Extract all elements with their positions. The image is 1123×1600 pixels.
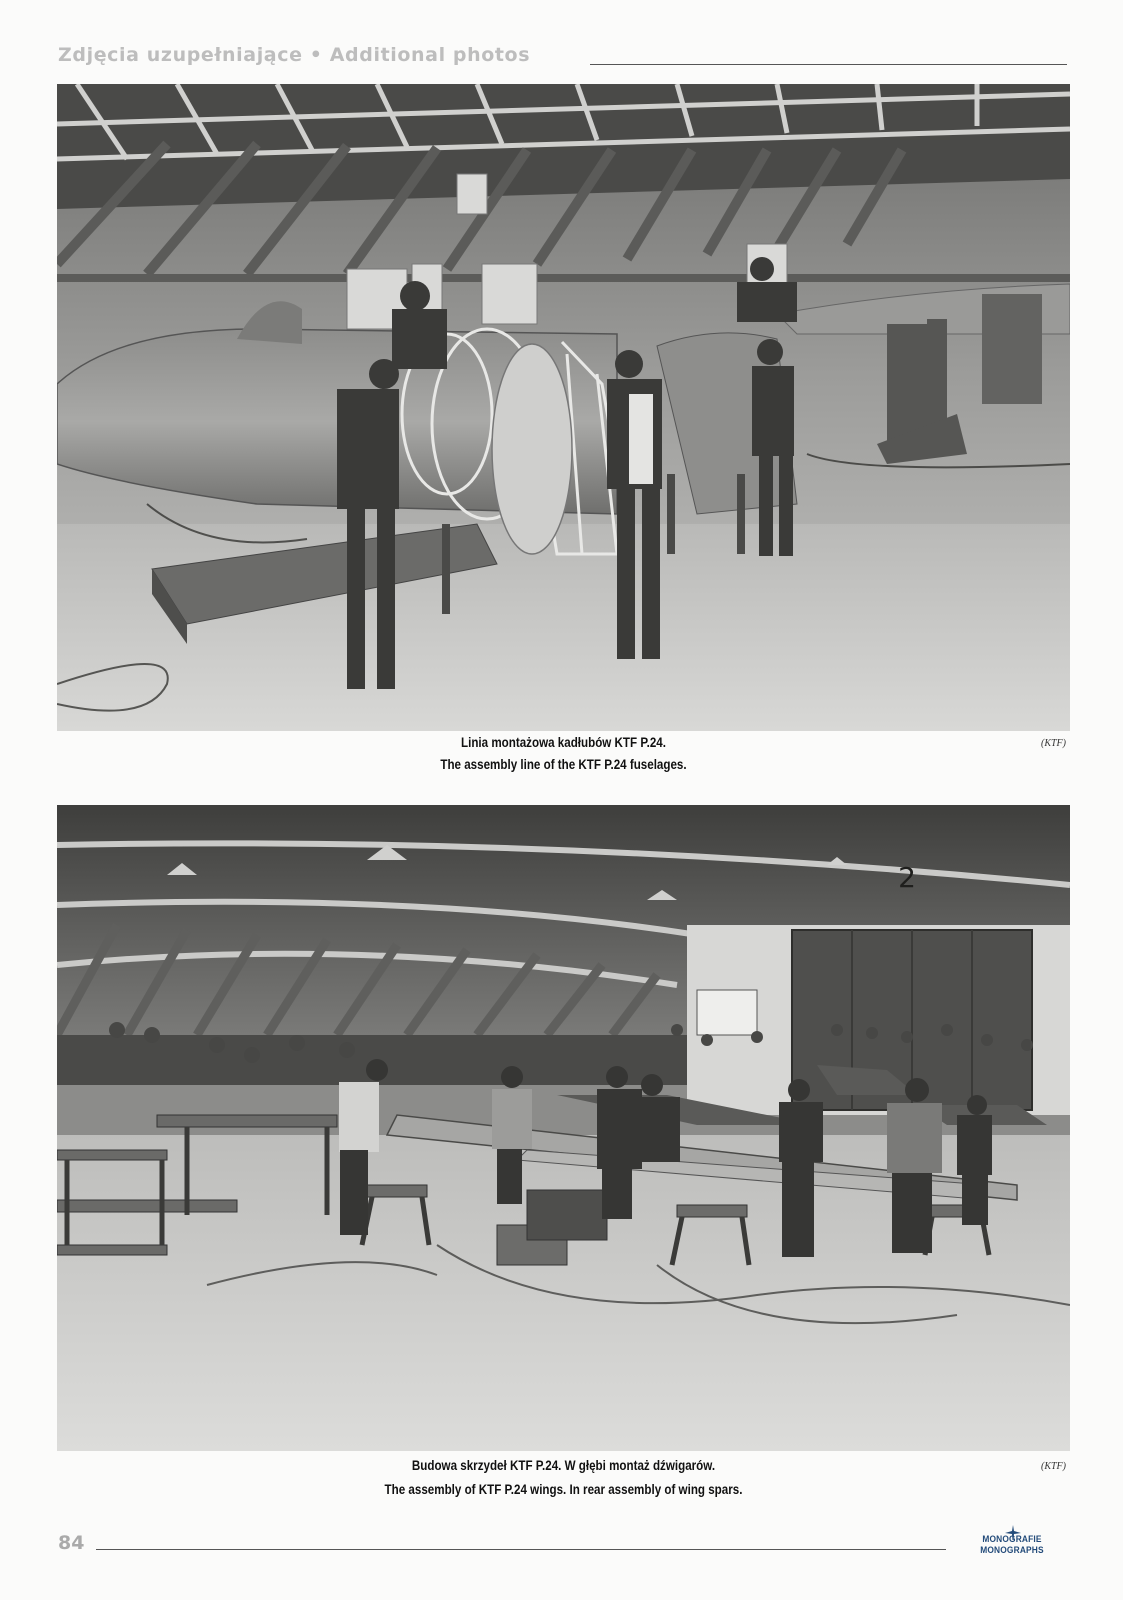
publisher-logo bbox=[952, 1524, 1072, 1558]
hall-sign-number: 2 bbox=[898, 861, 916, 894]
wing-assembly-photo-illustration bbox=[57, 805, 1070, 1451]
publisher-logo-text: MONOGRAFIE MONOGRAPHS bbox=[980, 1534, 1044, 1556]
photo-fuselage-assembly bbox=[57, 84, 1070, 731]
fuselage-assembly-photo-illustration bbox=[57, 84, 1070, 731]
photo2-caption-english: The assembly of KTF P.24 wings. In rear assembly of wing spars. bbox=[384, 1482, 743, 1497]
page-header-title: Zdjęcia uzupełniające • Additional photos bbox=[58, 44, 531, 66]
photo2-caption-polish: Budowa skrzydeł KTF P.24. W głębi montaż dźwigarów. bbox=[411, 1458, 716, 1473]
photo-wing-assembly bbox=[57, 805, 1070, 1451]
header-rule bbox=[590, 64, 1067, 65]
photo1-caption-polish: Linia montażowa kadłubów KTF P.24. bbox=[461, 735, 666, 750]
footer-rule bbox=[96, 1549, 946, 1550]
page-number: 84 bbox=[58, 1532, 85, 1554]
photo2-credit: (KTF) bbox=[1041, 1461, 1066, 1472]
photo1-credit: (KTF) bbox=[1041, 738, 1066, 749]
photo1-caption-english: The assembly line of the KTF P.24 fuselages. bbox=[440, 757, 687, 772]
